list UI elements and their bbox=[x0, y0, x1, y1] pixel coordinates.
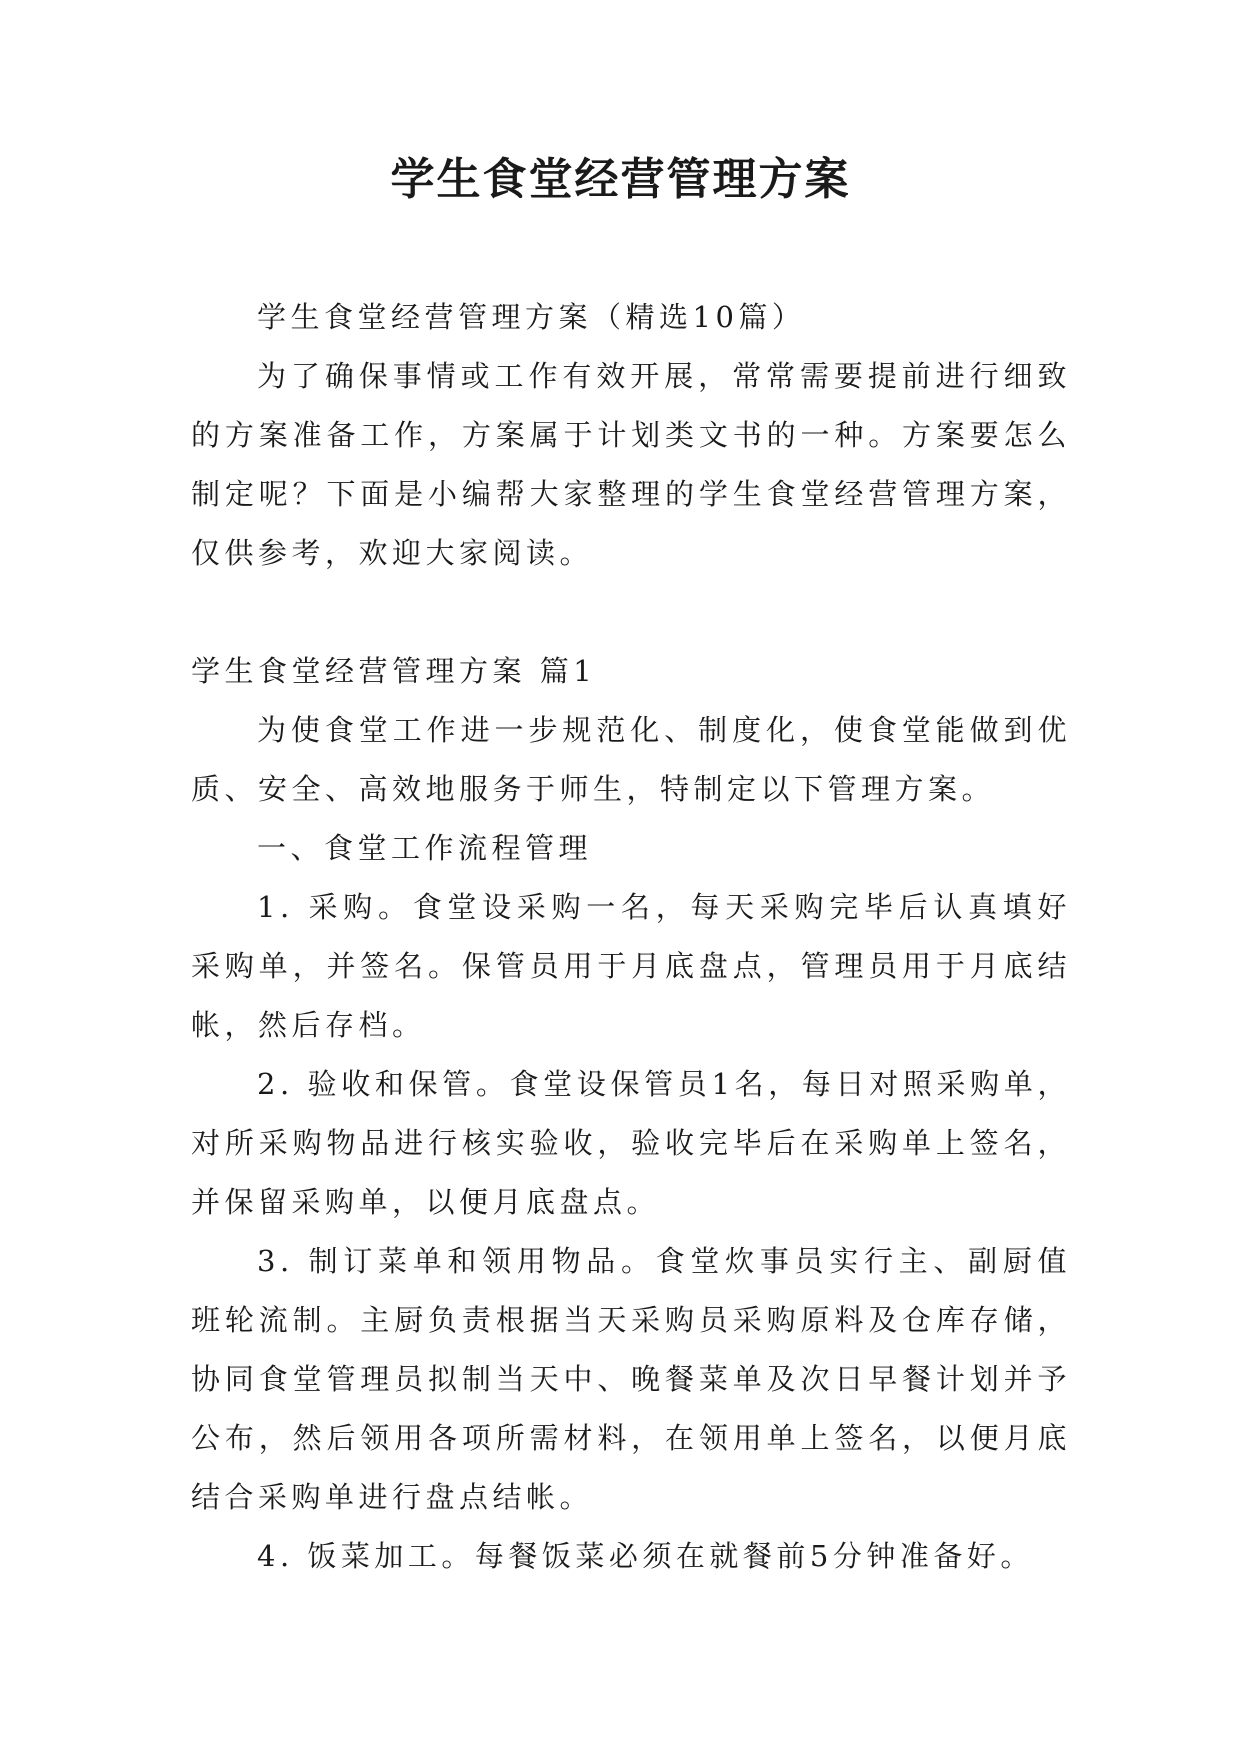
subtitle-line: 学生食堂经营管理方案（精选10篇） bbox=[257, 300, 806, 334]
intro-paragraph: 为了确保事情或工作有效开展，常常需要提前进行细致的方案准备工作，方案属于计划类文书的一种。方案要怎么制定呢？下面是小编帮大家整理的学生食堂经营管理方案，仅供参考，欢迎大家阅读。 bbox=[191, 359, 1071, 570]
paragraph-heading-workflow: 一、食堂工作流程管理 bbox=[257, 831, 593, 865]
section-heading: 学生食堂经营管理方案 篇1 bbox=[191, 654, 597, 688]
paragraph-item-1: 1. 采购。食堂设采购一名，每天采购完毕后认真填好采购单，并签名。保管员用于月底盘点，管理员用于月底结帐，然后存档。 bbox=[191, 890, 1071, 1042]
paragraph-purpose: 为使食堂工作进一步规范化、制度化，使食堂能做到优质、安全、高效地服务于师生，特制定以下管理方案。 bbox=[191, 713, 1071, 806]
paragraph-item-4: 4. 饭菜加工。每餐饭菜必须在就餐前5分钟准备好。 bbox=[257, 1539, 1034, 1573]
document-body bbox=[191, 288, 1071, 1586]
paragraph-item-2: 2. 验收和保管。食堂设保管员1名，每日对照采购单，对所采购物品进行核实验收，验收完毕后在采购单上签名，并保留采购单，以便月底盘点。 bbox=[191, 1067, 1071, 1219]
paragraph-item-3: 3. 制订菜单和领用物品。食堂炊事员实行主、副厨值班轮流制。主厨负责根据当天采购员采购原料及仓库存储，协同食堂管理员拟制当天中、晚餐菜单及次日早餐计划并予公布，然后领用各项所需材料，在领用单上签名，以便月底结合采购单进行盘点结帐。 bbox=[191, 1244, 1071, 1514]
document-title: 学生食堂经营管理方案 bbox=[390, 154, 851, 205]
